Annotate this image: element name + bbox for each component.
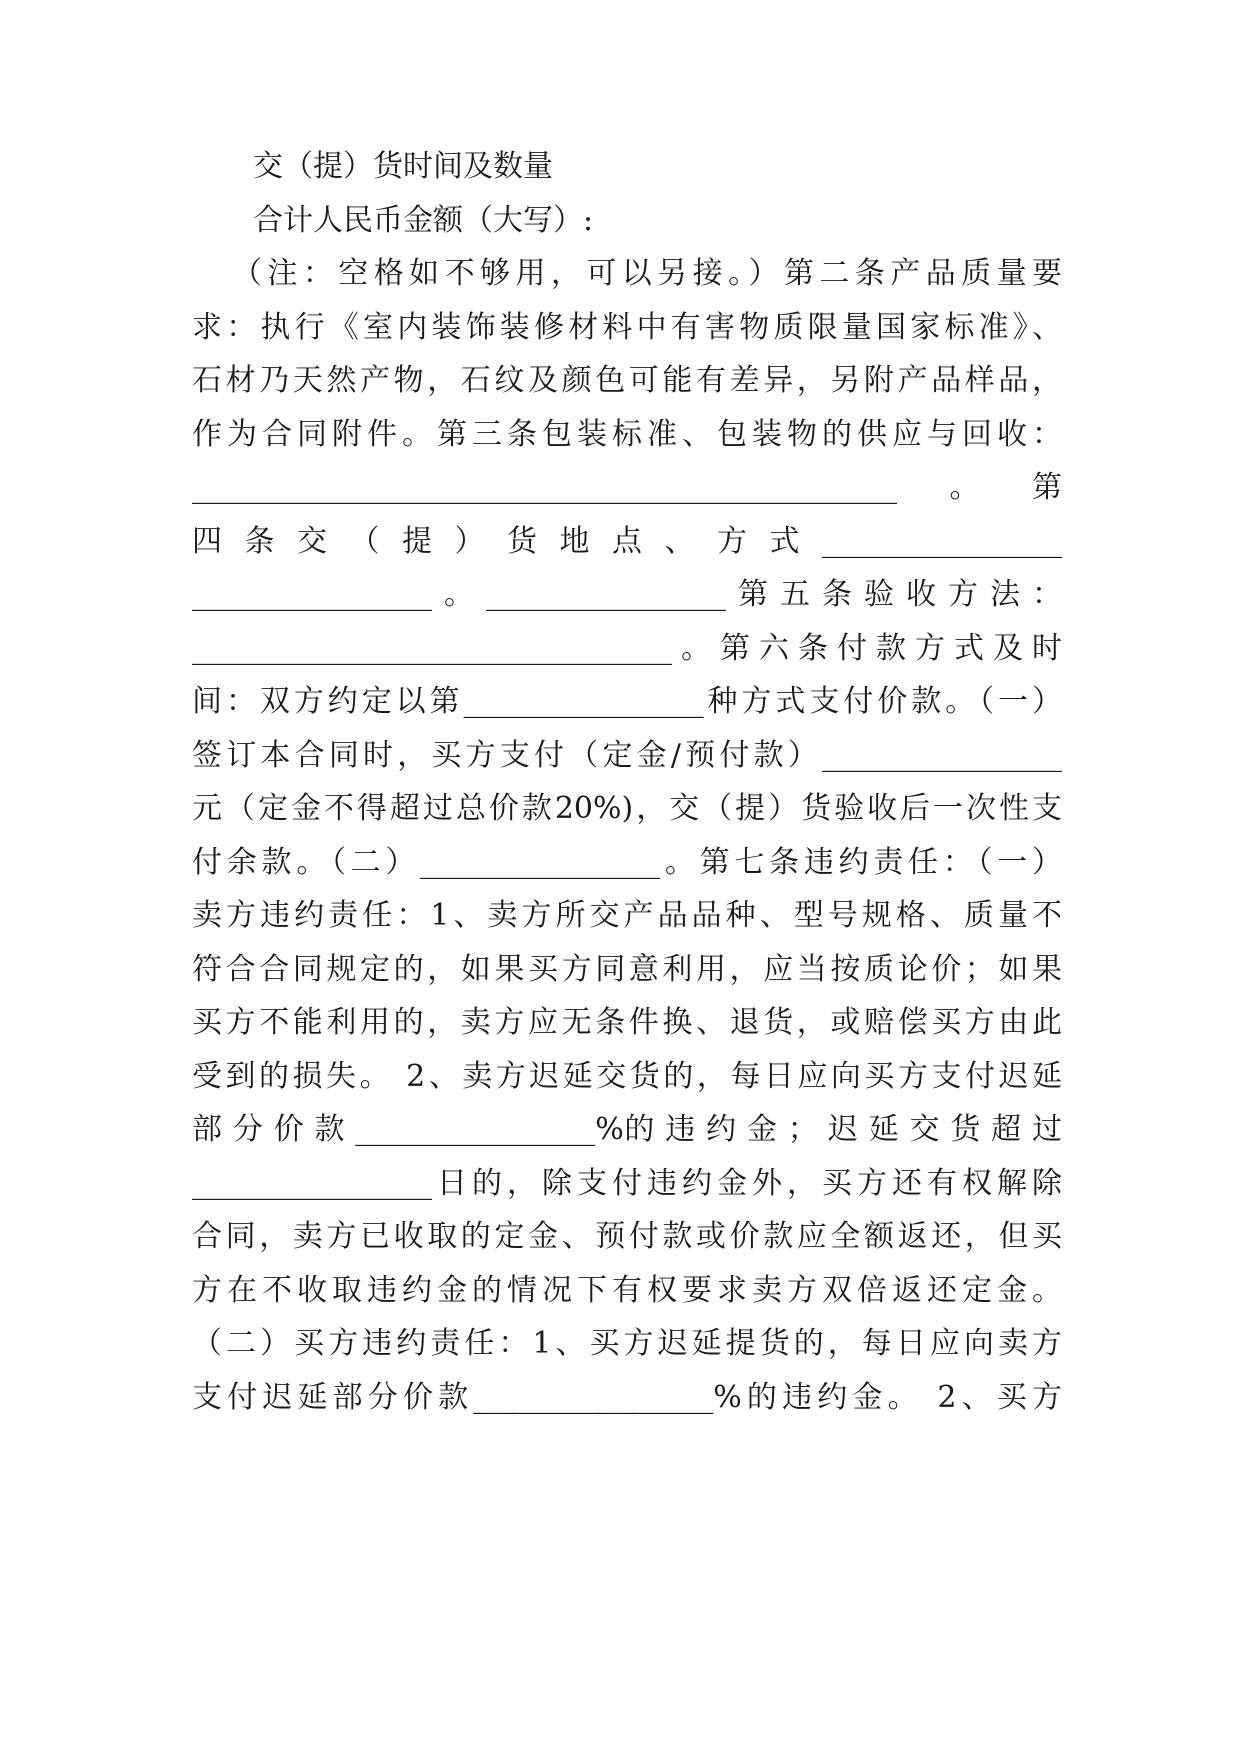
text-line-20: ________________日的，除支付违约金外，买方还有权解除 (192, 1166, 1062, 1201)
text-line-14: 付余款。（二）________________。第七条违约责任：（一） (192, 845, 1062, 880)
text-line-9: ________________。________________第五条验收方法： (192, 577, 1062, 612)
text-line-2: 合计人民币金额（大写）: (253, 203, 594, 238)
text-line-12: 签订本合同时，买方支付（定金/预付款）________________ (192, 738, 1062, 773)
text-line-13: 元（定金不得超过总价款20%)，交（提）货验收后一次性支 (192, 791, 1062, 826)
text-line-22: 方在不收取违约金的情况下有权要求卖方双倍返还定金。 (192, 1273, 1062, 1308)
text-line-17: 买方不能利用的，卖方应无条件换、退货，或赔偿买方由此 (192, 1005, 1062, 1040)
text-line-3: （注：空格如不够用，可以另接。）第二条产品质量要 (232, 256, 1062, 291)
text-line-4: 求：执行《室内装饰装修材料中有害物质限量国家标准》、 (192, 310, 1062, 345)
text-line-18: 受到的损失。 2、卖方迟延交货的，每日应向买方支付迟延 (192, 1059, 1062, 1094)
text-line-15: 卖方违约责任：1、卖方所交产品品种、型号规格、质量不 (192, 898, 1062, 933)
text-line-24: 支付迟延部分价款________________%的违约金。 2、买方 (192, 1380, 1062, 1415)
text-line-11: 间：双方约定以第________________种方式支付价款。（一） (192, 684, 1062, 719)
text-line-21: 合同，卖方已收取的定金、预付款或价款应全额返还，但买 (192, 1219, 1062, 1254)
text-line-1: 交（提）货时间及数量 (253, 149, 553, 184)
text-line-6: 作为合同附件。第三条包装标准、包装物的供应与回收： (192, 417, 1062, 452)
text-line-10: ________________________________。第六条付款方式及时 (192, 631, 1062, 666)
text-line-23: （二）买方违约责任：1、买方迟延提货的，每日应向卖方 (192, 1326, 1062, 1361)
text-line-5: 石材乃天然产物，石纹及颜色可能有差异，另附产品样品， (192, 363, 1062, 398)
text-line-7: _______________________________________________。第 (192, 470, 1062, 505)
text-line-19: 部 分 价 款 ________________%的 违 约 金 ； 迟 延 交 货 超 过 (192, 1112, 1062, 1147)
text-line-8: 四 条 交 （ 提 ） 货 地 点 、 方 式 ________________ (192, 524, 1062, 559)
text-line-16: 符合合同规定的，如果买方同意利用，应当按质论价；如果 (192, 952, 1062, 987)
